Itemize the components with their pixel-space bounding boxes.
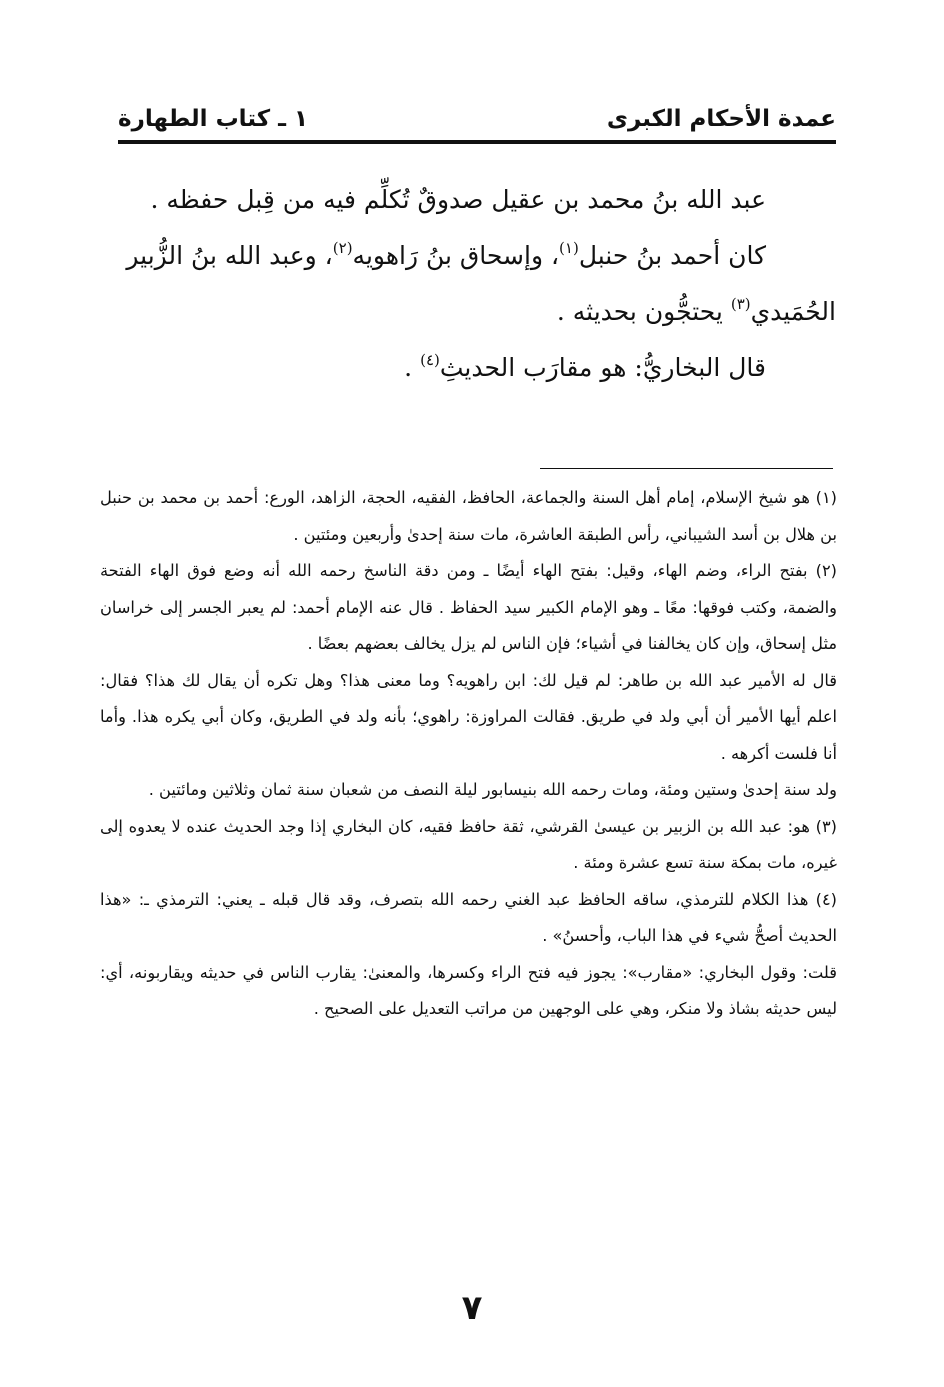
main-line-3 — [118, 284, 836, 340]
footnote-3: (٣) هو: عبد الله بن الزبير بن عيسىٰ القرشي، ثقة حافظ فقيه، كان البخاري إذا وجد الحديث عنده لا يعدوه إلى غيره، مات بمكة سنة تسع عشرة ومئة . — [100, 816, 837, 872]
footnote-4: (٤) هذا الكلام للترمذي، ساقه الحافظ عبد الغني رحمه الله بتصرف، وقد قال قبله ـ يعني: الترمذي ـ: «هذا الحديث أصحُّ شيء في هذا الباب، وأحسنُ» . — [100, 889, 837, 945]
header-rule — [118, 140, 836, 144]
footnote-marker-4[interactable]: (٤) — [420, 351, 440, 369]
footnote-2-continued-a: قال له الأمير عبد الله بن طاهر: لم قيل لك: ابن راهويه؟ وما معنى هذا؟ وهل تكره أن يقال لك هذا؟ فقال: اعلم أيها الأمير أن أبي ولد في طريق. فقالت المراوزة: راهوي؛ بأنه ولد في الطريق، وكان أبي يكره هذا. وأما أنا فلست أكرهه . — [100, 670, 837, 763]
page-number: ٧ — [461, 1288, 483, 1328]
footnote-2: (٢) بفتح الراء، وضم الهاء، وقيل: بفتح الهاء أيضًا ـ ومن دقة الناسخ رحمه الله أنه وضع فوق الهاء الفتحة والضمة، وكتب فوقها: معًا ـ وهو الإمام الكبير سيد الحفاظ . قال عنه الإمام أحمد: لم يعبر الجسر إلى خراسان مثل إسحاق، وإن كان يخالفنا في أشياء؛ فإن الناس لم يزل يخالف بعضهم بعضًا . — [100, 561, 837, 653]
main-text — [118, 172, 836, 396]
footnote-marker-1[interactable]: (١) — [559, 239, 579, 257]
footnotes — [100, 480, 837, 1028]
footnote-marker-3[interactable]: (٣) — [730, 295, 751, 313]
main-line-1: عبد الله بنُ محمد بن عقيل صدوقٌ تُكلِّم فيه من قِبل حفظه . — [150, 185, 766, 214]
footnote-marker-2[interactable]: (٢) — [332, 239, 353, 257]
main-line-4 — [118, 340, 836, 396]
book-title: عمدة الأحكام الكبرى — [606, 106, 836, 132]
footnote-4-continued: قلت: وقول البخاري: «مقارب»: يجوز فيه فتح الراء وكسرها، والمعنىٰ: يقارب الناس في حديثه ويقاربونه، أي: ليس حديثه بشاذ ولا منكر، وهي على الوجهين من مراتب التعديل على الصحيح . — [100, 962, 837, 1018]
main-line-3-part-a: الحُمَيدي — [750, 297, 836, 326]
footnote-separator — [540, 468, 833, 469]
main-line-3-part-b: يحتجُّون بحديثه . — [556, 297, 731, 326]
main-line-2-part-b: ، وإسحاق بنُ رَاهويه — [352, 241, 560, 270]
footnote-1: (١) هو شيخ الإسلام، إمام أهل السنة والجماعة، الحافظ، الفقيه، الحجة، الزاهد، الورع: أحمد بن محمد بن حنبل بن هلال بن أسد الشيباني، رأس الطبقة العاشرة، مات سنة إحدىٰ وأربعين ومئتين . — [100, 488, 837, 544]
main-line-2 — [118, 228, 836, 284]
running-header — [118, 102, 836, 140]
chapter-title: ١ ـ كتاب الطهارة — [118, 106, 309, 132]
main-line-4-part-b: . — [404, 353, 421, 382]
main-line-2-part-a: كان أحمد بنُ حنبل — [578, 241, 766, 270]
main-line-4-part-a: قال البخاريُّ: هو مقارَب الحديثِ — [439, 353, 766, 382]
footnote-2-continued-b: ولد سنة إحدىٰ وستين ومئة، ومات رحمه الله بنيسابور ليلة النصف من شعبان سنة ثمان وثلاثين ومائتين . — [148, 780, 837, 799]
main-line-2-part-c: ، وعبد الله بنُ الزُّبير — [126, 241, 333, 270]
